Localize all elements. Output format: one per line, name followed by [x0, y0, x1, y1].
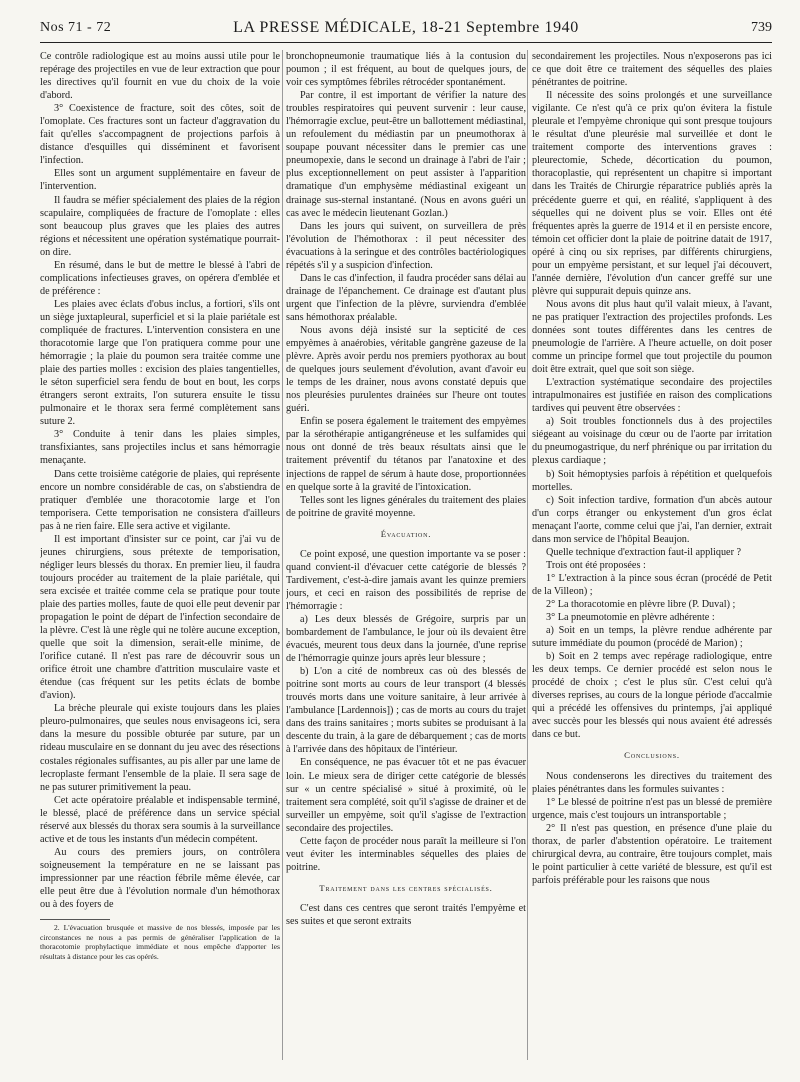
column-right: [532, 50, 772, 1075]
paragraph: 1° L'extraction à la pince sous écran (procédé de Petit de la Villeon) ;: [532, 572, 772, 597]
column-rule-left: [282, 50, 283, 1060]
paragraph: Nous avons déjà insisté sur la septicité de ces empyèmes à anaérobies, véritable gangrène gazeuse de la plèvre. Après avoir perdu nos premiers pyothorax au bout de quelques jours seulement d'évolution, avant d'avoir eu le temps de les drainer, nous avons constaté depuis que nos pleurésies purulentes drainées sur l'heure ont toutes guéri.: [286, 324, 526, 415]
paragraph: secondairement les projectiles. Nous n'exposerons pas ici ce que doit être ce traitement des séquelles des plaies pénétrantes de poitrine.: [532, 51, 772, 89]
column-middle-body-c: [286, 902, 526, 928]
heading-centres: Traitement dans les centres spécialisés.: [319, 882, 493, 893]
paragraph: Il nécessite des soins prolongés et une surveillance vigilante. Ce n'est qu'à ce prix qu'on évitera la fistule pleurale et l'empyème chronique qui sont presque toujours le résultat d'une pleurésie mal surveillée et dont le traitement comporte des interventions graves : pleurectomie, Schede, décortication du poumon, thoracoplastie, qui représentent un chapitre si important dans les Traités de Chirurgie réparatrice publiés après la précédente guerre et qui, en réalité, s'appliquent à des séquelles qui ne doivent plus se voir. Elles ont été fréquentes après la guerre de 1914 et il en persiste encore, témoin cet officier dont la plaie de poitrine datait de 1917, opéré à cinq ou six reprises, par différents chirurgiens, pour un empyème persistant, et sur lequel j'ai découvert, l'année dernière, l'évolution d'un cancer greffé sur une plèvre qui suppurait depuis quinze ans.: [532, 90, 772, 297]
column-left-body: [40, 50, 280, 911]
column-right-body-a: [532, 50, 772, 741]
paragraph: Elles sont un argument supplémentaire en faveur de l'intervention.: [40, 168, 280, 193]
paragraph: Telles sont les lignes générales du traitement des plaies de poitrine de gravité moyenne.: [286, 494, 526, 519]
paragraph: Cette façon de procéder nous paraît la meilleure si l'on veut éviter les interminables séquelles des plaies de poitrine.: [286, 835, 526, 873]
footnote-rule: [40, 919, 110, 920]
paragraph: a) Les deux blessés de Grégoire, surpris par un bombardement de l'ambulance, le jour où ils devaient être évacués, meurent tous deux dans la journée, d'une reprise de l'hémorragie quinze jours après leur blessure ;: [286, 613, 526, 665]
paragraph: En résumé, dans le but de mettre le blessé à l'abri de complications infectieuses graves, on opérera d'emblée et de préférence :: [40, 259, 280, 297]
paragraph: 3° Coexistence de fracture, soit des côtes, soit de l'omoplate. Ces fractures sont un facteur d'aggravation du fait qu'elles s'accompagnent de projections parfois à distance d'esquilles qui disséminent et favorisent l'infection.: [40, 103, 280, 167]
paragraph: Cet acte opératoire préalable et indispensable terminé, le blessé, placé de préférence dans un service spécial réservé aux blessés du thorax sera soumis à la surveillance active et de tous les instants d'un médecin compétent.: [40, 794, 280, 845]
paragraph: a) Soit en un temps, la plèvre rendue adhérente par suture immédiate du poumon (procédé de Marion) ;: [532, 625, 772, 650]
column-left: [40, 50, 280, 1075]
issue-number: Nos 71 - 72: [40, 20, 112, 35]
column-middle-body-a: [286, 50, 526, 520]
paragraph: c) Soit infection tardive, formation d'un abcès autour d'un corps étranger ou enkystement d'un gros éclat menaçant l'aorte, comme celui que j'ai, l'an dernier, extrait dans mon service de l'hôpital Beaujon.: [532, 494, 772, 545]
paragraph: Il faudra se méfier spécialement des plaies de la région scapulaire, compliquées de fracture de l'omoplate : elles sont beaucoup plus graves que les plaies des autres régions et nécessitent une opération systématique pourrait-on dire.: [40, 194, 280, 258]
paragraph: La brèche pleurale qui existe toujours dans les plaies pleuro-pulmonaires, que seules nous envisageons ici, sera dans la mesure du possible obturée par suture, par un rideau musculaire en se donnant du jeu avec des résections costales régionales suffisantes, au pis aller par une lame de lecroplaste fermant l'ensemble de la plaie. Il sera sage de ne pas suturer primitivement la peau.: [40, 703, 280, 793]
column-rule-right: [527, 50, 528, 1060]
footnote: 2. L'évacuation brusquée et massive de nos blessés, imposée par les circonstances ne nous a pas permis de généraliser l'application de la thoracotomie prophylactique immédiate et nous empêche d'apporter les résultats à distance pour les cas opérés.: [40, 923, 280, 961]
paragraph: L'extraction systématique secondaire des projectiles intrapulmonaires est justifiée en raison des complications tardives qui peuvent être observées :: [532, 377, 772, 415]
paragraph: 3° La pneumotomie en plèvre adhérente :: [546, 612, 715, 624]
paragraph: En conséquence, ne pas évacuer tôt et ne pas évacuer loin. Le mieux sera de diriger cette catégorie de blessés sur « un centre spécialisé » situé à proximité, où le traitement sera complété, soit qu'il s'agisse de drainer et de surveiller un empyème, soit qu'il s'agisse de l'extraction secondaire des projectiles.: [286, 757, 526, 834]
paragraph: Par contre, il est important de vérifier la nature des troubles respiratoires qui peuvent survenir : leur cause, l'hémorragie exclue, peut-être un ballottement médiastinal, un refoulement du médiastin par un pneumothorax à soupape pouvant nécessiter dans le premier cas une pneumopexie, dans le second un drainage à l'abri de l'air ; plus exceptionnellement on peut assister à l'apparition dramatique d'un emphysème médiastinal exigeant un drainage sus-sternal instantané. (Nous en avons guéri un cas avec le médecin lieutenant Gozlan.): [286, 90, 526, 219]
paragraph: Dans le cas d'infection, il faudra procéder sans délai au drainage de l'épanchement. Ce drainage est d'autant plus urgent que l'infection de la plèvre, surviendra d'emblée sans hémothorax préalable.: [286, 272, 526, 323]
paragraph: 2° La thoracotomie en plèvre libre (P. Duval) ;: [546, 598, 736, 610]
paragraph: b) L'on a cité de nombreux cas où des blessés de poitrine sont morts au cours de leur transport (4 blessés trouvés morts dans une voiture sanitaire, à leur arrivée à l'ambulance [Lardennois]) ; cas de morts au cours du trajet dans des trains sanitaires ; morts subites se produisant à la descente du train, à la gare de débarquement ; cas de morts à l'arrivée dans des hôpitaux de l'intérieur.: [286, 666, 526, 756]
paragraph: Dans cette troisième catégorie de plaies, qui représente encore un nombre considérable de cas, on s'abstiendra de pratiquer d'emblée une thoracotomie large et l'on temporisera. Cette temporisation ne consistera d'ailleurs pas à ne rien faire. Elle sera active et vigilante.: [40, 468, 280, 532]
paragraph: 1° Le blessé de poitrine n'est pas un blessé de première urgence, mais c'est toujours un intransportable ;: [532, 796, 772, 821]
paragraph: b) Soit hémoptysies parfois à répétition et quelquefois mortelles.: [532, 468, 772, 493]
paragraph: Au cours des premiers jours, on contrôlera soigneusement la température en ne se laissant pas impressionner par une réaction fébrile même élevée, car elle peut être due à l'évolution normale d'un hémothorax ou à des foyers de: [40, 846, 280, 911]
paragraph: Trois ont été proposées :: [546, 559, 646, 571]
paragraph: Dans les jours qui suivent, on surveillera de près l'évolution de l'hémothorax : il peut nécessiter des évacuations à la seringue et des contrôles bactériologiques répétés s'il y a suspicion d'infection.: [286, 220, 526, 271]
paragraph: Enfin se posera également le traitement des empyèmes par la sérothérapie antigangréneuse et les sulfamides qui nous ont donné de très beaux résultats ainsi que le traitement préventif du tétanos par l'anatoxine et des injections de rappel de sérum à haute dose, proportionnées en quelque sorte à la gravité de l'intoxication.: [286, 416, 526, 493]
paragraph: Nous condenserons les directives du traitement des plaies pénétrantes dans les formules suivantes :: [532, 770, 772, 795]
paragraph: b) Soit en 2 temps avec repérage radiologique, entre les deux temps. Ce dernier procédé est selon nous le procédé de choix ; c'est le plus sûr. C'est celui qu'à diverses reprises, au cours de la longue période d'accalmie qui a précédé les offensives du printemps, j'ai appliqué avec succès pour les blessés qui nous avaient été adressés dans ce but.: [532, 651, 772, 741]
heading-evacuation: Évacuation.: [380, 528, 432, 539]
paragraph: Ce point exposé, une question importante va se poser : quand convient-il d'évacuer cette catégorie de blessés ? Tardivement, c'est-à-dire jamais avant les quinze premiers jours, et ceci en raison des possibilités de reprise de l'hémorragie :: [286, 548, 526, 612]
paragraph: 3° Conduite à tenir dans les plaies simples, transfixiantes, sans projectiles inclus et sans hémorragie menaçante.: [40, 429, 280, 467]
paragraph: 2° Il n'est pas question, en présence d'une plaie du thorax, de parler d'abstention opératoire. Le traitement chirurgical devra, au contraire, être toujours complet, mais le point particulier à cette variété de blessure, est qu'il est parfois préférable pour les raisons que nous: [532, 822, 772, 886]
column-middle-body-b: [286, 548, 526, 874]
paragraph: bronchopneumonie traumatique liés à la contusion du poumon ; il est fréquent, au bout de quelques jours, de voir ces symptômes fébriles rétrocéder spontanément.: [286, 51, 526, 89]
paragraph: Quelle technique d'extraction faut-il appliquer ?: [546, 546, 742, 558]
paragraph: Nous avons dit plus haut qu'il valait mieux, à l'avant, ne pas pratiquer l'extraction des projectiles profonds. Les données sont toutes différentes dans les centres de pneumologie de l'arrière. A l'heure actuelle, on doit poser comme un principe formel que tout projectile du poumon doit être extrait, quel que soit son siège.: [532, 298, 772, 376]
column-right-body-b: [532, 770, 772, 887]
paragraph: a) Soit troubles fonctionnels dus à des projectiles siégeant au voisinage du cœur ou de l'aorte par irritation du pneumogastrique, du nerf phrénique ou par irritation du plexus cardiaque ;: [532, 416, 772, 467]
paragraph: Les plaies avec éclats d'obus inclus, a fortiori, s'ils ont un siège juxtapleural, superficiel et si la plaie pariétale est compliquée de fractures. L'intervention consistera en une thoracotomie large que l'on pratiquera comme pour une hémorragie ; la plaie du poumon sera traitée comme une plaie des parties molles : excision des plaies tangentielles, le séton superficiel sera fendu de bout en bout, les corps étrangers seront extraits, l'on suturera ensuite le tissu pulmonaire et le thorax sera fermé complètement sans suture 2.: [40, 298, 280, 428]
paragraph: Ce contrôle radiologique est au moins aussi utile pour le repérage des projectiles en vue de leur extraction que pour les directives qu'il fournit en vue du choix de la voie d'abord.: [40, 51, 280, 102]
heading-conclusions: Conclusions.: [624, 750, 680, 761]
paragraph: Il est important d'insister sur ce point, car j'ai vu de jeunes chirurgiens, sous prétexte de temporisation, négliger leurs blessés du thorax. En premier lieu, il faudra toujours procéder au traitement de la plaie pariétale, qui sera excisée et traitée comme cela se pratique pour toute plaie des parties molles, faute de quoi elle peut devenir par propagation le point de départ de l'infection secondaire de la plèvre. C'est là une règle qui ne tolère aucune exception, quelle que soit la dimension, serait-elle minime, de l'orifice cutané. Il n'est pas rare de découvrir sous un orifice étroit une chambre d'attrition musculaire vaste et étendue (cas fréquent sur les petits éclats de bombe d'avion).: [40, 533, 280, 702]
column-middle: [286, 50, 526, 1075]
paragraph: C'est dans ces centres que seront traités l'empyème et ses suites et que seront extraits: [286, 902, 526, 927]
journal-title: LA PRESSE MÉDICALE, 18-21 Septembre 1940: [233, 19, 579, 36]
page-number: 739: [751, 20, 772, 35]
running-header: [40, 18, 772, 43]
